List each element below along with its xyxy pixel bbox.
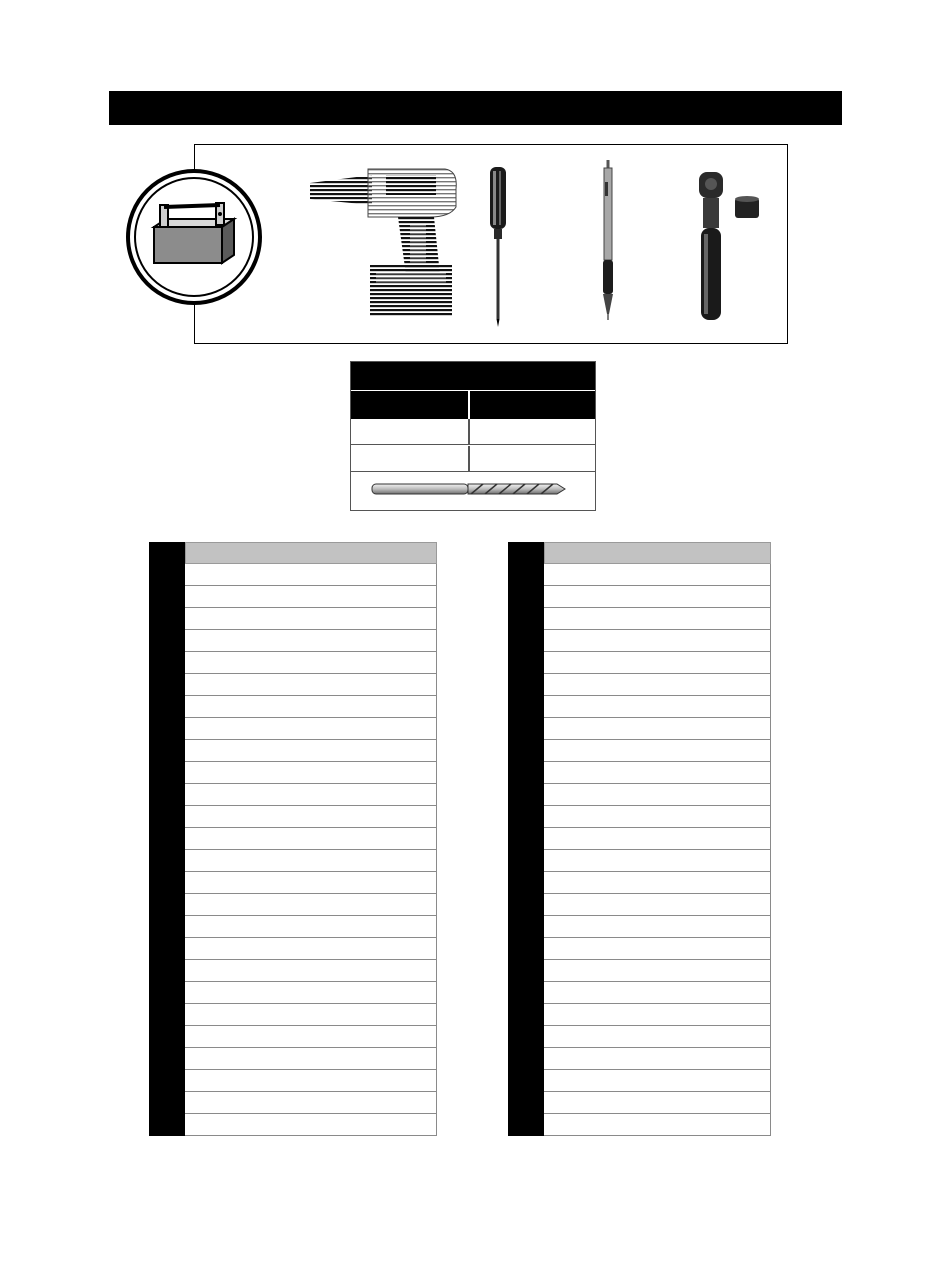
parts-list-row — [149, 696, 437, 718]
parts-list-row — [508, 740, 771, 762]
parts-list-row — [149, 894, 437, 916]
parts-list-left — [149, 542, 437, 1136]
parts-row-number-cell — [508, 916, 544, 938]
parts-list-row — [508, 1004, 771, 1026]
drill-bit-icon — [371, 480, 567, 498]
parts-list-row — [508, 1092, 771, 1114]
parts-row-number-cell — [508, 674, 544, 696]
parts-row-number-cell — [508, 630, 544, 652]
parts-row-label-cell — [544, 762, 771, 784]
parts-row-label-cell — [544, 586, 771, 608]
parts-list-row — [149, 718, 437, 740]
parts-list-row — [149, 762, 437, 784]
parts-header-number-cell — [508, 542, 544, 564]
parts-row-label-cell — [185, 696, 437, 718]
page-title-bar — [109, 91, 842, 125]
parts-row-number-cell — [508, 806, 544, 828]
parts-row-label-cell — [185, 608, 437, 630]
parts-row-number-cell — [508, 652, 544, 674]
parts-row-number-cell — [508, 1026, 544, 1048]
parts-row-label-cell — [544, 652, 771, 674]
parts-list-header — [149, 542, 437, 564]
parts-row-label-cell — [544, 850, 771, 872]
parts-row-number-cell — [508, 762, 544, 784]
parts-list-row — [149, 982, 437, 1004]
parts-row-label-cell — [185, 960, 437, 982]
parts-row-number-cell — [149, 1092, 185, 1114]
parts-list-row — [508, 784, 771, 806]
cordless-drill-icon — [310, 165, 460, 320]
parts-list-row — [149, 784, 437, 806]
spec-table-header-cell — [470, 391, 595, 419]
parts-list-right — [508, 542, 771, 1136]
parts-row-number-cell — [508, 1048, 544, 1070]
parts-row-label-cell — [544, 608, 771, 630]
parts-list-row — [508, 938, 771, 960]
parts-list-row — [149, 674, 437, 696]
parts-list-row — [508, 608, 771, 630]
parts-list-row — [149, 872, 437, 894]
parts-row-label-cell — [185, 828, 437, 850]
parts-row-label-cell — [544, 960, 771, 982]
spec-table-header-row — [351, 391, 595, 419]
parts-row-label-cell — [544, 1114, 771, 1136]
pencil-icon — [596, 160, 620, 320]
parts-row-number-cell — [149, 674, 185, 696]
parts-list-row — [149, 806, 437, 828]
parts-list-row — [508, 982, 771, 1004]
parts-row-label-cell — [185, 872, 437, 894]
parts-list-row — [149, 1092, 437, 1114]
parts-list-row — [149, 1070, 437, 1092]
parts-row-number-cell — [508, 784, 544, 806]
parts-header-label-cell — [185, 542, 437, 564]
parts-list-row — [508, 652, 771, 674]
parts-row-label-cell — [185, 1026, 437, 1048]
parts-header-label-cell — [544, 542, 771, 564]
parts-row-number-cell — [149, 960, 185, 982]
parts-list-row — [508, 762, 771, 784]
parts-row-label-cell — [185, 982, 437, 1004]
parts-row-number-cell — [508, 872, 544, 894]
parts-list-row — [149, 586, 437, 608]
parts-row-number-cell — [508, 718, 544, 740]
parts-row-number-cell — [508, 938, 544, 960]
parts-list-row — [149, 1004, 437, 1026]
parts-row-number-cell — [508, 740, 544, 762]
parts-row-number-cell — [149, 696, 185, 718]
parts-row-label-cell — [185, 630, 437, 652]
parts-row-number-cell — [508, 1092, 544, 1114]
spec-table-divider — [468, 419, 470, 444]
parts-header-number-cell — [149, 542, 185, 564]
parts-row-label-cell — [185, 1070, 437, 1092]
parts-row-label-cell — [185, 806, 437, 828]
parts-row-number-cell — [508, 564, 544, 586]
parts-row-label-cell — [544, 1004, 771, 1026]
parts-row-label-cell — [544, 1070, 771, 1092]
parts-list-row — [149, 916, 437, 938]
parts-list-row — [149, 608, 437, 630]
parts-list-row — [149, 1026, 437, 1048]
parts-list-row — [149, 1048, 437, 1070]
parts-row-label-cell — [185, 740, 437, 762]
parts-list-row — [508, 872, 771, 894]
parts-row-label-cell — [544, 938, 771, 960]
parts-row-label-cell — [544, 872, 771, 894]
parts-row-number-cell — [149, 938, 185, 960]
parts-row-number-cell — [508, 982, 544, 1004]
screwdriver-icon — [483, 165, 513, 327]
parts-row-number-cell — [149, 608, 185, 630]
parts-row-number-cell — [149, 872, 185, 894]
spec-table — [350, 361, 596, 511]
parts-row-number-cell — [149, 916, 185, 938]
parts-list-row — [508, 718, 771, 740]
ratchet-wrench-icon — [693, 170, 765, 328]
parts-list-row — [508, 806, 771, 828]
parts-row-label-cell — [544, 1092, 771, 1114]
toolbox-icon — [148, 199, 240, 269]
parts-list-row — [508, 894, 771, 916]
parts-list-row — [149, 850, 437, 872]
parts-row-label-cell — [185, 564, 437, 586]
parts-row-label-cell — [544, 828, 771, 850]
parts-row-label-cell — [544, 784, 771, 806]
parts-row-label-cell — [185, 850, 437, 872]
parts-row-label-cell — [185, 762, 437, 784]
parts-row-label-cell — [185, 1048, 437, 1070]
parts-row-number-cell — [508, 1114, 544, 1136]
parts-row-number-cell — [149, 828, 185, 850]
parts-list-header — [508, 542, 771, 564]
parts-row-label-cell — [544, 630, 771, 652]
parts-row-number-cell — [149, 1026, 185, 1048]
spec-table-divider — [468, 446, 470, 471]
parts-list-row — [508, 1048, 771, 1070]
parts-row-number-cell — [149, 718, 185, 740]
parts-row-number-cell — [508, 850, 544, 872]
parts-row-label-cell — [544, 894, 771, 916]
parts-row-label-cell — [185, 894, 437, 916]
parts-list-row — [508, 1026, 771, 1048]
parts-row-number-cell — [149, 806, 185, 828]
parts-list-row — [149, 652, 437, 674]
parts-row-label-cell — [544, 696, 771, 718]
parts-list-row — [149, 564, 437, 586]
parts-row-number-cell — [149, 1048, 185, 1070]
parts-row-label-cell — [185, 1092, 437, 1114]
parts-list-row — [149, 1114, 437, 1136]
parts-list-row — [508, 960, 771, 982]
parts-row-label-cell — [185, 674, 437, 696]
parts-row-label-cell — [185, 938, 437, 960]
parts-row-label-cell — [544, 564, 771, 586]
toolbox-badge — [126, 169, 262, 305]
parts-row-number-cell — [149, 564, 185, 586]
parts-row-number-cell — [508, 608, 544, 630]
parts-list-row — [508, 630, 771, 652]
parts-list-row — [508, 828, 771, 850]
parts-row-number-cell — [508, 1004, 544, 1026]
parts-list-row — [149, 960, 437, 982]
parts-list-row — [508, 1070, 771, 1092]
parts-row-number-cell — [149, 1004, 185, 1026]
parts-row-number-cell — [508, 586, 544, 608]
parts-list-row — [508, 674, 771, 696]
parts-row-label-cell — [544, 718, 771, 740]
parts-list-row — [508, 1114, 771, 1136]
parts-list-row — [149, 828, 437, 850]
parts-row-number-cell — [508, 828, 544, 850]
parts-row-number-cell — [149, 762, 185, 784]
parts-row-label-cell — [185, 586, 437, 608]
spec-table-title-row — [351, 362, 595, 390]
parts-row-number-cell — [149, 630, 185, 652]
spec-table-row — [351, 446, 595, 472]
parts-row-number-cell — [149, 740, 185, 762]
parts-row-label-cell — [185, 916, 437, 938]
parts-row-label-cell — [185, 652, 437, 674]
parts-list-row — [508, 696, 771, 718]
parts-row-number-cell — [149, 982, 185, 1004]
parts-row-label-cell — [544, 916, 771, 938]
parts-row-label-cell — [544, 740, 771, 762]
parts-row-number-cell — [508, 696, 544, 718]
parts-row-label-cell — [544, 1026, 771, 1048]
parts-list-row — [508, 850, 771, 872]
parts-row-number-cell — [508, 894, 544, 916]
parts-row-number-cell — [149, 586, 185, 608]
parts-list-row — [508, 916, 771, 938]
parts-list-row — [149, 630, 437, 652]
parts-row-number-cell — [508, 1070, 544, 1092]
parts-row-number-cell — [149, 1070, 185, 1092]
parts-row-label-cell — [185, 718, 437, 740]
parts-row-label-cell — [544, 674, 771, 696]
parts-row-label-cell — [544, 806, 771, 828]
parts-row-number-cell — [149, 1114, 185, 1136]
parts-row-label-cell — [544, 982, 771, 1004]
parts-row-label-cell — [185, 784, 437, 806]
spec-table-header-cell — [351, 391, 468, 419]
parts-row-number-cell — [149, 784, 185, 806]
spec-table-row — [351, 419, 595, 445]
parts-row-number-cell — [149, 652, 185, 674]
parts-list-row — [149, 740, 437, 762]
parts-list-row — [508, 586, 771, 608]
parts-row-label-cell — [185, 1114, 437, 1136]
parts-list-row — [149, 938, 437, 960]
parts-row-number-cell — [149, 850, 185, 872]
parts-row-label-cell — [544, 1048, 771, 1070]
parts-row-number-cell — [508, 960, 544, 982]
parts-list-row — [508, 564, 771, 586]
parts-row-label-cell — [185, 1004, 437, 1026]
parts-row-number-cell — [149, 894, 185, 916]
